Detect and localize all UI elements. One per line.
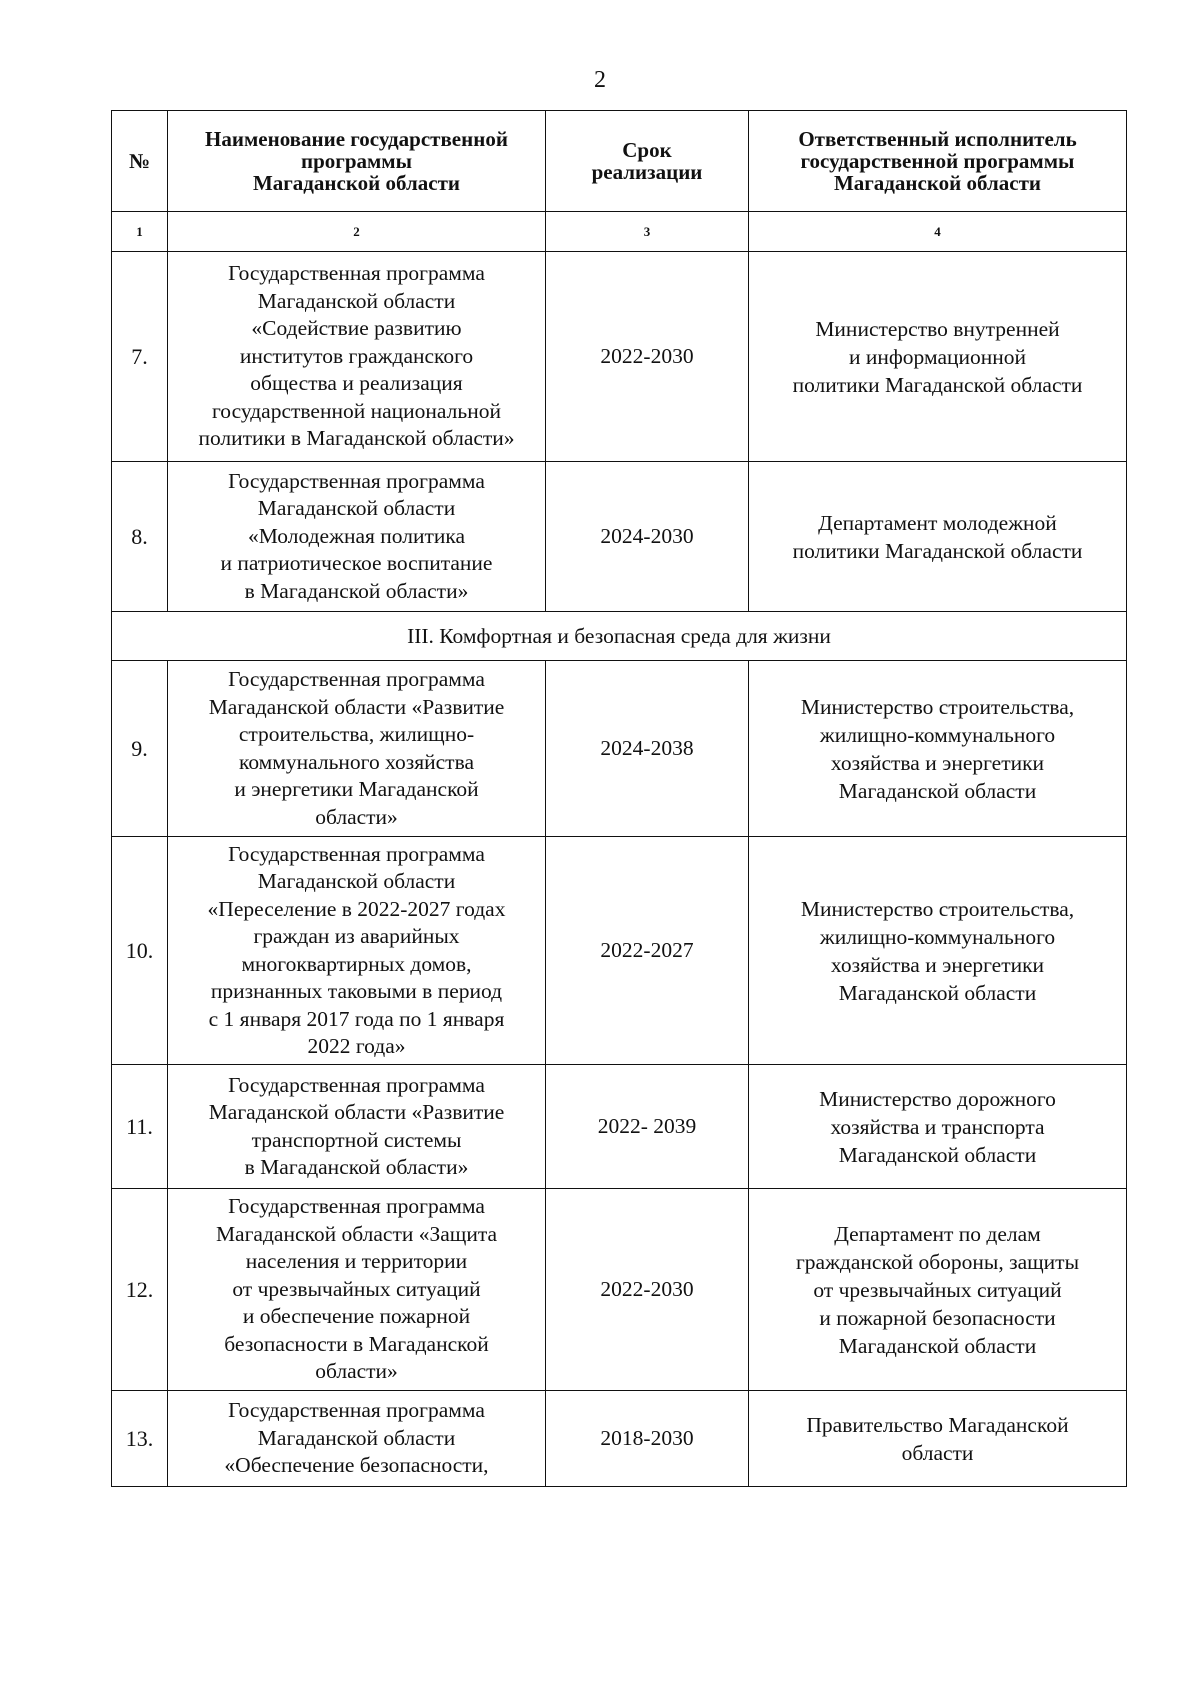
program-name-line: строительства, жилищно-	[238, 722, 475, 746]
responsible-executor-line: хозяйства и энергетики	[830, 750, 1045, 775]
program-name	[168, 462, 546, 612]
program-name-line: области»	[315, 1359, 398, 1384]
header-period: Срок реализации	[546, 111, 749, 212]
responsible-executor-line: гражданской обороны, защиты	[795, 1249, 1080, 1274]
program-name-line: от чрезвычайных ситуаций	[232, 1276, 481, 1301]
responsible-executor-line: политики Магаданской области	[792, 372, 1083, 397]
program-name-line: Государственная программа	[228, 1398, 485, 1423]
header-executor: Ответственный исполнитель государственной программы Магаданской области	[749, 111, 1127, 212]
table-body	[112, 252, 1127, 1487]
row-number: 12.	[112, 1189, 168, 1391]
program-name	[168, 661, 546, 837]
program-name	[168, 1189, 546, 1391]
program-name-line: «Обеспечение безопасности,	[224, 1453, 489, 1478]
header-name: Наименование государственной программы Магаданской области	[168, 111, 546, 212]
header-num: №	[112, 111, 168, 212]
responsible-executor	[749, 1189, 1127, 1391]
program-name-line: Государственная программа	[228, 1072, 485, 1097]
program-name-line: Магаданской области	[257, 1425, 456, 1450]
column-number: 3	[546, 212, 749, 252]
responsible-executor	[749, 837, 1127, 1065]
responsible-executor	[749, 462, 1127, 612]
program-name-line: и патриотическое воспитание	[220, 551, 493, 576]
program-name-line: Магаданской области «Развитие	[208, 1100, 505, 1124]
responsible-executor-line: хозяйства и транспорта	[830, 1114, 1045, 1139]
responsible-executor-line: и информационной	[848, 344, 1027, 369]
program-name-line: и обеспечение пожарной	[242, 1304, 471, 1329]
row-number: 8.	[112, 462, 168, 612]
row-number: 11.	[112, 1065, 168, 1189]
column-number: 1	[112, 212, 168, 252]
responsible-executor-line: жилищно-коммунального	[819, 924, 1056, 949]
responsible-executor	[749, 1391, 1127, 1487]
program-name	[168, 837, 546, 1065]
section-title: III. Комфортная и безопасная среда для жизни	[112, 612, 1127, 661]
implementation-period: 2024-2038	[546, 661, 749, 837]
program-name-line: государственной национальной	[212, 398, 501, 423]
program-name-line: Государственная программа	[228, 261, 485, 286]
row-number: 13.	[112, 1391, 168, 1487]
row-number: 9.	[112, 661, 168, 837]
header-row	[112, 111, 1127, 212]
responsible-executor-line: Министерство внутренней	[815, 316, 1060, 341]
program-name-line: «Молодежная политика	[247, 523, 466, 548]
program-name-line: признанных таковыми в период	[210, 979, 503, 1003]
column-number: 2	[168, 212, 546, 252]
implementation-period: 2022-2030	[546, 1189, 749, 1391]
program-name-line: Государственная программа	[228, 667, 485, 691]
program-name-line: Государственная программа	[228, 1194, 485, 1219]
responsible-executor	[749, 252, 1127, 462]
column-number: 4	[749, 212, 1127, 252]
responsible-executor-line: и пожарной безопасности	[819, 1305, 1056, 1330]
implementation-period: 2022-2030	[546, 252, 749, 462]
responsible-executor-line: Магаданской области	[838, 980, 1037, 1005]
program-name-line: «Содействие развитию	[251, 316, 462, 341]
program-name-line: в Магаданской области»	[244, 578, 469, 603]
responsible-executor-line: Правительство Магаданской	[806, 1412, 1069, 1437]
table-row	[112, 252, 1127, 462]
table-row	[112, 1189, 1127, 1391]
responsible-executor-line: Министерство строительства,	[800, 896, 1075, 921]
program-name-line: Магаданской области «Защита	[215, 1221, 498, 1246]
table-row	[112, 1065, 1127, 1189]
responsible-executor-line: жилищно-коммунального	[819, 722, 1056, 747]
table-row	[112, 1391, 1127, 1487]
responsible-executor-line: Министерство дорожного	[819, 1086, 1056, 1111]
program-name-line: и энергетики Магаданской	[234, 777, 479, 801]
row-number: 10.	[112, 837, 168, 1065]
responsible-executor-line: хозяйства и энергетики	[830, 952, 1045, 977]
implementation-period: 2018-2030	[546, 1391, 749, 1487]
program-name-line: политики в Магаданской области»	[198, 426, 515, 451]
program-name-line: Магаданской области	[257, 869, 456, 893]
responsible-executor-line: Министерство строительства,	[800, 694, 1075, 719]
program-name	[168, 1065, 546, 1189]
program-name-line: в Магаданской области»	[244, 1155, 469, 1179]
responsible-executor-line: от чрезвычайных ситуаций	[813, 1277, 1062, 1302]
responsible-executor-line: политики Магаданской области	[792, 538, 1083, 563]
program-name-line: Магаданской области «Развитие	[208, 694, 505, 719]
implementation-period: 2022- 2039	[546, 1065, 749, 1189]
program-name-line: Государственная программа	[228, 468, 485, 493]
program-name-line: общества и реализация	[250, 371, 463, 396]
program-name	[168, 252, 546, 462]
table-row	[112, 661, 1127, 837]
column-number-row	[112, 212, 1127, 252]
program-name-line: Государственная программа	[228, 841, 485, 866]
implementation-period: 2022-2027	[546, 837, 749, 1065]
implementation-period: 2024-2030	[546, 462, 749, 612]
program-name-line: граждан из аварийных	[253, 924, 460, 948]
program-name-line: с 1 января 2017 года по 1 января	[208, 1006, 505, 1031]
program-name	[168, 1391, 546, 1487]
program-name-line: области»	[315, 804, 398, 829]
table-row	[112, 837, 1127, 1065]
program-name-line: институтов гражданского	[239, 343, 474, 368]
program-name-line: Магаданской области	[257, 288, 456, 313]
section-row	[112, 612, 1127, 661]
responsible-executor-line: Магаданской области	[838, 1333, 1037, 1358]
responsible-executor-line: Магаданской области	[838, 1142, 1037, 1167]
responsible-executor-line: области	[901, 1440, 974, 1465]
responsible-executor	[749, 1065, 1127, 1189]
program-name-line: транспортной системы	[251, 1127, 462, 1152]
program-name-line: «Переселение в 2022-2027 годах	[207, 896, 506, 921]
responsible-executor-line: Магаданской области	[838, 778, 1037, 803]
program-name-line: Магаданской области	[257, 496, 456, 521]
responsible-executor	[749, 661, 1127, 837]
program-name-line: многоквартирных домов,	[241, 951, 472, 976]
program-name-line: 2022 года»	[307, 1034, 406, 1058]
program-name-line: населения и территории	[245, 1249, 468, 1274]
program-name-line: коммунального хозяйства	[238, 749, 474, 774]
program-name-line: безопасности в Магаданской	[224, 1331, 489, 1356]
responsible-executor-line: Департамент по делам	[834, 1221, 1041, 1246]
table-row	[112, 462, 1127, 612]
programs-table	[111, 110, 1127, 1487]
row-number: 7.	[112, 252, 168, 462]
responsible-executor-line: Департамент молодежной	[818, 510, 1057, 535]
page-number: 2	[594, 67, 606, 93]
